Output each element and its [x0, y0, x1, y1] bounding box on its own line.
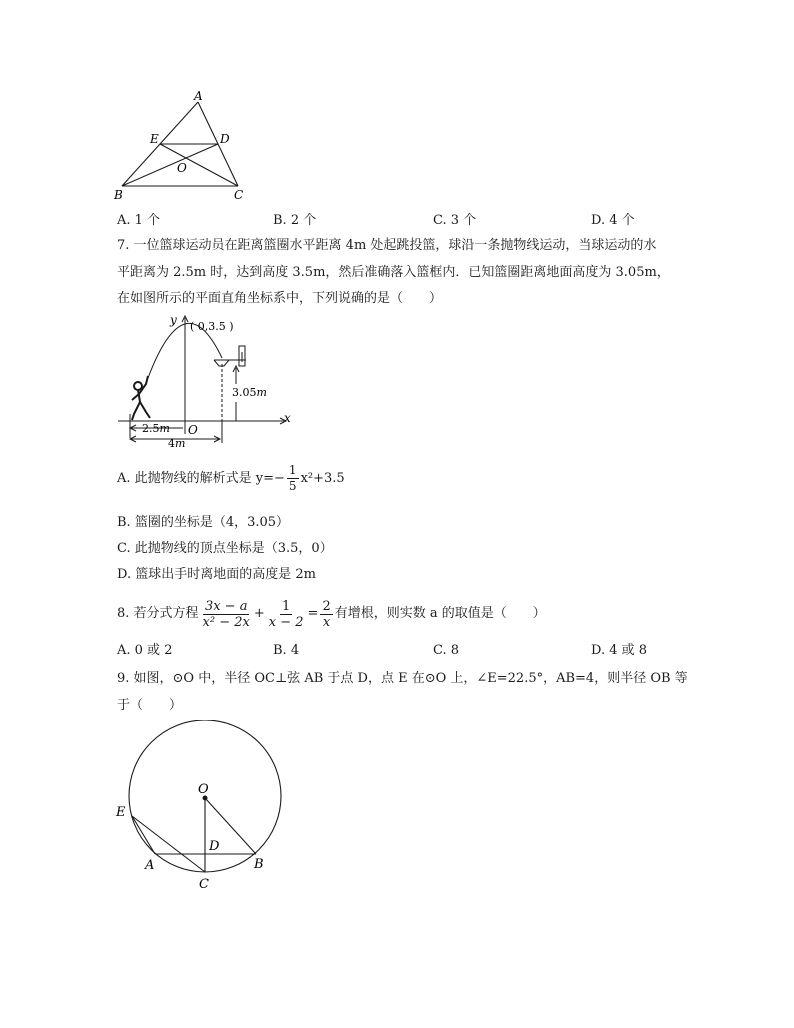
q6-option-a[interactable]: A. 1 个 — [117, 213, 161, 228]
q9-circle-figure — [108, 720, 298, 900]
q8-option-d[interactable]: D. 4 或 8 — [591, 643, 648, 658]
q8-plus: + — [253, 606, 265, 621]
q9-label-a: A — [145, 858, 155, 873]
q7-dist1-label: 2.5 — [142, 422, 160, 435]
q7-option-a-prefix: A. 此抛物线的解析式是 y=− — [117, 470, 285, 486]
q7-option-a-den: 5 — [288, 479, 297, 493]
q8-frac3-num: 2 — [322, 598, 331, 614]
q6-label-b: B — [114, 188, 123, 202]
q6-option-b[interactable]: B. 2 个 — [273, 213, 317, 228]
q6-segment-ec — [160, 144, 238, 186]
q7-option-a-suffix: x²+3.5 — [300, 470, 345, 486]
q8-frac1-den: x² − 2x — [202, 614, 250, 630]
q6-label-o: O — [177, 161, 187, 175]
q8-frac3 — [320, 599, 332, 630]
q7-y-label: y — [170, 313, 177, 327]
q7-height-label: 3.05 — [232, 386, 257, 399]
q7-option-a-fraction — [287, 463, 299, 494]
q8-option-c[interactable]: C. 8 — [433, 643, 460, 658]
q8-frac1-num: 3x − a — [204, 598, 248, 614]
q8-suffix: 有增根，则实数 a 的取值是（ ） — [334, 606, 546, 621]
svg-text:2.5m — [142, 422, 170, 435]
q9-label-b: B — [254, 857, 264, 872]
q7-dist1-unit: m — [159, 422, 170, 435]
q9-label-e: E — [116, 805, 126, 820]
q8-frac3-den: x — [322, 614, 331, 630]
q6-label-c: C — [234, 188, 244, 202]
q9-stem-line-1: 9. 如图，⊙O 中，半径 OC⊥弦 AB 于点 D，点 E 在⊙O 上，∠E=22.5°，AB=4，则半径 OB 等 — [117, 671, 688, 686]
q8-option-b[interactable]: B. 4 — [273, 643, 300, 658]
q7-height-unit: m — [256, 386, 267, 399]
q7-dist2-label: 4 — [168, 437, 175, 450]
q8-option-a[interactable]: A. 0 或 2 — [117, 643, 173, 658]
svg-text:4m — [168, 437, 185, 450]
q8-frac1 — [201, 599, 252, 630]
svg-text:3.05m — [232, 386, 267, 399]
q9-label-d: D — [209, 839, 220, 854]
q7-stem-line-3: 在如图所示的平面直角坐标系中，下列说确的是（ ） — [117, 291, 443, 306]
q7-parabola-figure — [110, 310, 300, 450]
q7-dist2-unit: m — [175, 437, 186, 450]
q7-option-a-num: 1 — [288, 463, 297, 477]
q7-option-d[interactable]: D. 篮球出手时离地面的高度是 2m — [117, 567, 316, 582]
q9-segment-ec — [132, 816, 205, 872]
q7-vertex-label: ( 0,3.5 ) — [190, 320, 234, 333]
q7-option-c[interactable]: C. 此抛物线的顶点坐标是（3.5，0） — [117, 541, 333, 556]
q8-frac2-den: x − 2 — [268, 614, 304, 630]
q6-label-d: D — [220, 132, 230, 146]
q7-x-label: x — [284, 411, 291, 425]
q7-player-figure — [132, 376, 150, 420]
q7-stem-line-2: 平距离为 2.5m 时，达到高度 3.5m，然后准确落入篮框内．已知篮圈距离地面高度为 3.05m， — [117, 265, 670, 280]
q8-equals: = — [307, 606, 319, 621]
q7-origin-label: O — [188, 423, 198, 437]
q9-segment-ea — [132, 816, 155, 854]
q6-label-e: E — [150, 132, 159, 146]
q6-option-c[interactable]: C. 3 个 — [433, 213, 477, 228]
q6-label-a: A — [194, 89, 203, 103]
q8-stem — [117, 594, 546, 634]
q6-triangle-figure — [110, 88, 260, 208]
q9-label-c: C — [199, 877, 209, 892]
q6-option-d[interactable]: D. 4 个 — [591, 213, 635, 228]
q8-frac2 — [267, 599, 306, 630]
q7-option-a[interactable] — [117, 463, 345, 494]
q8-prefix: 8. 若分式方程 — [117, 606, 199, 621]
q6-segment-bd — [122, 144, 218, 186]
q9-stem-line-2: 于（ ） — [117, 698, 183, 713]
q7-option-b[interactable]: B. 篮圈的坐标是（4，3.05） — [117, 515, 290, 530]
q9-label-o: O — [198, 782, 209, 797]
q7-stem-line-1: 7. 一位篮球运动员在距离篮圈水平距离 4m 处起跳投篮，球沿一条抛物线运动，当球运动的水 — [117, 238, 657, 253]
q8-frac2-num: 1 — [282, 598, 291, 614]
